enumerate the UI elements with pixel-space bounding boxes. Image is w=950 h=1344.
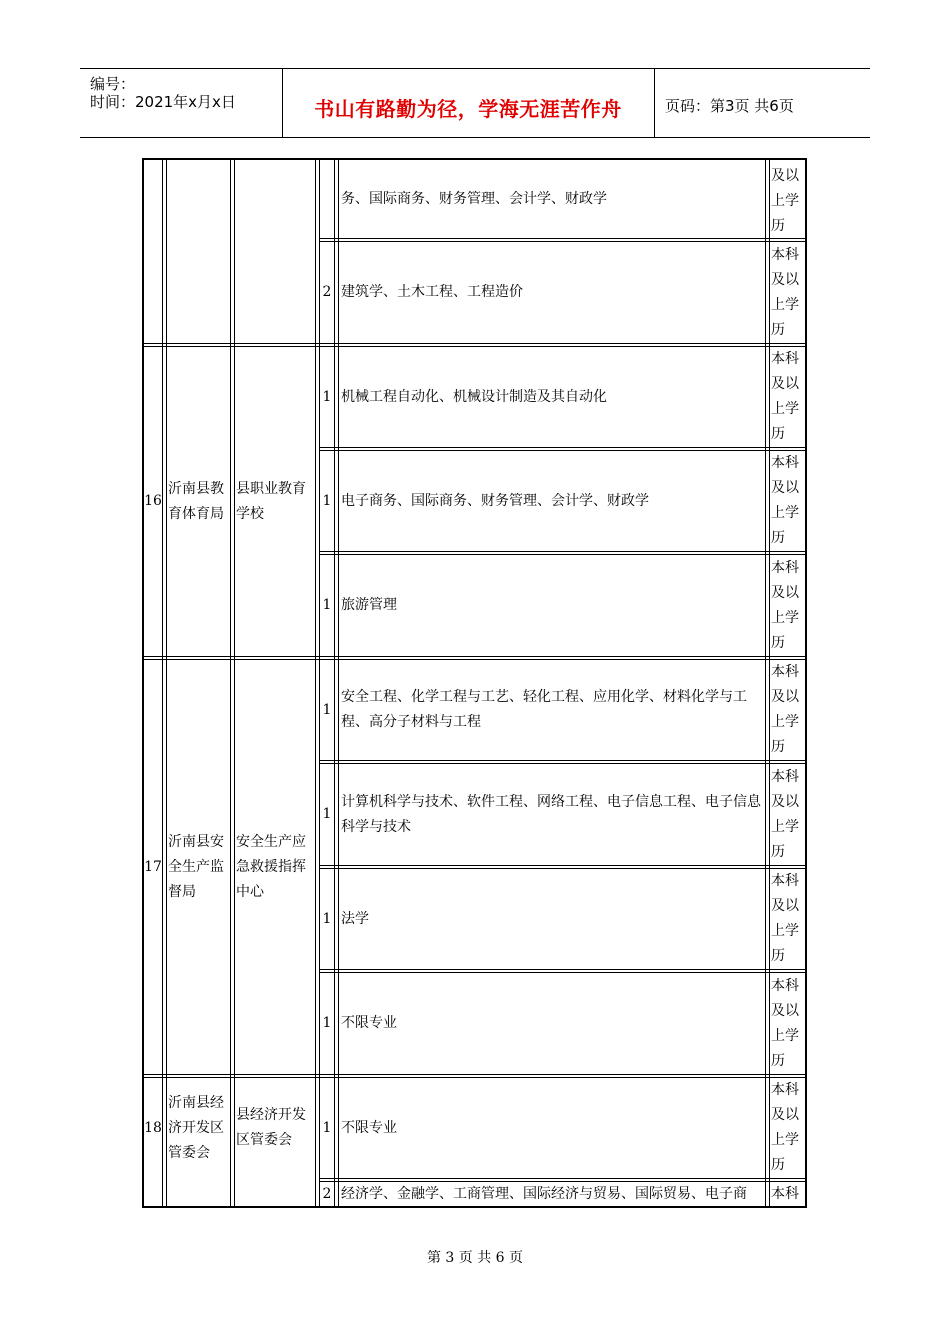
major-cell: 经济学、金融学、工商管理、国际经济与贸易、国际贸易、电子商 bbox=[341, 1185, 747, 1202]
count-cell: 1 bbox=[322, 701, 332, 718]
degree-cell: 本科及以上学历 bbox=[771, 1082, 799, 1173]
major-cell: 不限专业 bbox=[341, 1015, 397, 1031]
degree-cell: 本科及以上学历 bbox=[771, 351, 799, 442]
degree-cell: 本科及以上学历 bbox=[771, 664, 799, 755]
count-cell: 2 bbox=[322, 1185, 332, 1202]
motto: 书山有路勤为径，学海无涯苦作舟 bbox=[314, 97, 622, 121]
major-cell: 法学 bbox=[341, 910, 369, 927]
count-cell: 1 bbox=[322, 492, 332, 509]
degree-cell: 本科 bbox=[771, 1185, 799, 1202]
seq-cell: 16 bbox=[144, 493, 162, 509]
degree-cell: 本科及以上学历 bbox=[771, 768, 799, 860]
major-cell: 建筑学、土木工程、工程造价 bbox=[341, 284, 523, 300]
page-header bbox=[80, 68, 870, 138]
unit-cell: 沂南县教育体育局 bbox=[168, 480, 224, 522]
degree-cell: 本科及以上学历 bbox=[771, 246, 799, 338]
dept-cell: 县经济开发区管委会 bbox=[236, 1107, 306, 1148]
header-page-cell bbox=[655, 69, 870, 137]
header-motto-cell bbox=[282, 69, 655, 137]
dept-cell: 安全生产应急救援指挥中心 bbox=[236, 833, 306, 900]
degree-cell: 本科及以上学历 bbox=[771, 559, 799, 651]
count-cell: 1 bbox=[322, 597, 332, 613]
time-label: 时间：2021年x月x日 bbox=[90, 93, 236, 111]
count-cell: 1 bbox=[322, 806, 332, 822]
degree-cell: 及以上学历 bbox=[771, 168, 799, 234]
major-cell: 旅游管理 bbox=[341, 597, 397, 613]
seq-cell: 18 bbox=[144, 1119, 162, 1136]
number-label: 编号： bbox=[90, 75, 136, 93]
degree-cell: 本科及以上学历 bbox=[771, 977, 799, 1069]
major-cell: 安全工程、化学工程与工艺、轻化工程、应用化学、材料化学与工程、高分子材料与工程 bbox=[341, 689, 747, 730]
degree-cell: 本科及以上学历 bbox=[771, 455, 799, 546]
degree-cell: 本科及以上学历 bbox=[771, 873, 799, 964]
major-cell: 电子商务、国际商务、财务管理、会计学、财政学 bbox=[341, 492, 649, 509]
count-cell: 1 bbox=[322, 388, 332, 405]
recruitment-table bbox=[142, 158, 807, 1208]
page-label: 页码：第3页 共6页 bbox=[665, 97, 794, 115]
dept-cell: 县职业教育学校 bbox=[236, 480, 306, 522]
major-cell: 计算机科学与技术、软件工程、网络工程、电子信息工程、电子信息科学与技术 bbox=[341, 793, 761, 835]
count-cell: 2 bbox=[322, 284, 332, 300]
unit-cell: 沂南县经济开发区管委会 bbox=[168, 1094, 224, 1161]
header-meta bbox=[80, 69, 283, 137]
count-cell: 1 bbox=[322, 1119, 332, 1136]
count-cell: 1 bbox=[322, 1015, 332, 1031]
seq-cell: 17 bbox=[144, 858, 162, 875]
major-cell: 不限专业 bbox=[341, 1119, 397, 1136]
unit-cell: 沂南县安全生产监督局 bbox=[168, 833, 224, 900]
major-cell: 务、国际商务、财务管理、会计学、财政学 bbox=[341, 190, 607, 207]
major-cell: 机械工程自动化、机械设计制造及其自动化 bbox=[341, 388, 607, 405]
count-cell: 1 bbox=[322, 910, 332, 927]
page-footer: 第 3 页 共 6 页 bbox=[426, 1250, 524, 1266]
